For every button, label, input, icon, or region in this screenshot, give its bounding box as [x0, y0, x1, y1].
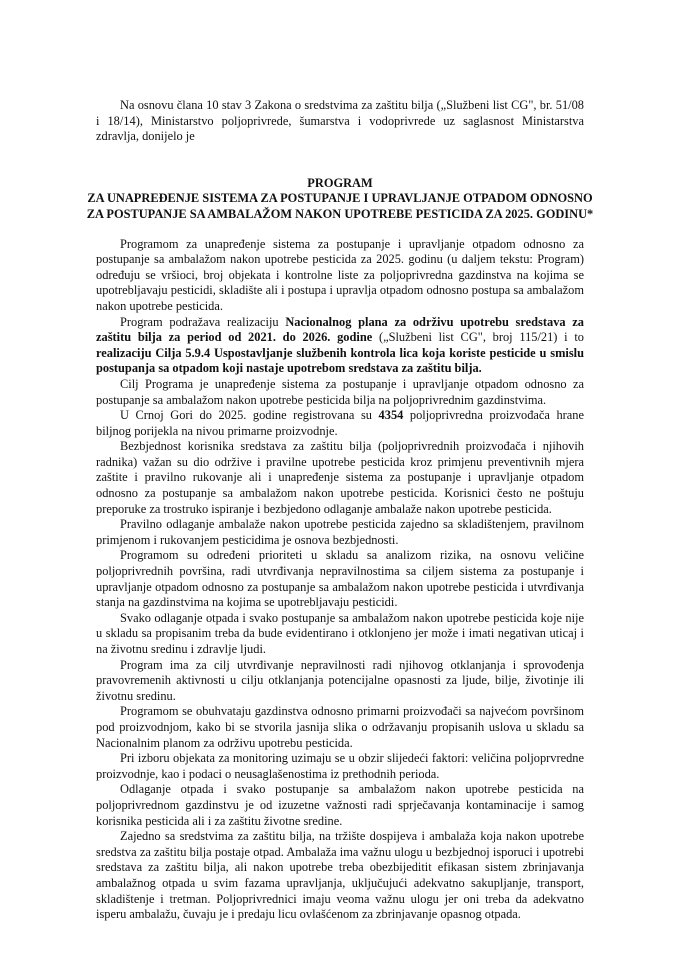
paragraph: Programom za unapređenje sistema za postupanje i upravljanje otpadom odnosno za postupanje sa ambalažom nakon upotrebe pesticida za 2025. godinu (u daljem tekstu: Program) određuju se vršioci, broj objekata i kontrolne liste za poljoprivredna gazdinstva na kojima se upotrebljavaju pesticidi, skladište ali i postupa i upravlja otpadom odnosno postupa sa ambalažom nakon upotrebe pesticida. [96, 236, 584, 313]
paragraph [96, 315, 584, 377]
paragraph: Pri izboru objekata za monitoring uzimaju se u obzir slijedeći faktori: veličina poljoprvredne proizvodnje, kao i podaci o neusaglašenostima iz prethodnih perioda. [96, 751, 584, 781]
paragraph: Bezbjednost korisnika sredstava za zaštitu bilja (poljoprivrednih proizvođača i njihovih radnika) važan su dio održive i pravilne upotrebe pesticida kroz primjenu preventivnih mjera zaštite i pravilno rukovanje ali i unapređenje sistema za postupanje i upravljanje otpadom odnosno za postupanje sa ambalažom nakon upotrebe pesticida. Korisnici često ne poštuju preporuke za trostruko ispiranje i bezbjedono odlaganje ambalaže nakon upotrebe pesticida. [96, 439, 584, 516]
paragraph: Programom su određeni prioriteti u skladu sa analizom rizika, na osnovu veličine poljoprivrednih površina, radi utvrđivanja nepravilnostima sa ciljem sistema za postupanje i upravljanje otpadom odnosno za postupanje sa ambalažom nakon upotrebe pesticida i utvrđivanja stanja na gazdinstvima na kojima se upotrebljavaju pesticidi. [96, 548, 584, 610]
title-program: PROGRAM [307, 175, 373, 190]
paragraph: Zajedno sa sredstvima za zaštitu bilja, na tržište dospijeva i ambalaža koja nakon upotrebe sredstva za zaštitu bilja postaje otpad. Ambalaža ima važnu ulogu u bezbjednoj isporuci i upotrebi sredstava za zaštitu bilja, ali nakon upotrebe treba obezbijeditit efikasan sistem zbrinjavanja ambalažnog otpada u svim fazama upravljanja, uključujući adekvatno sakupljanje, transport, skladištenje i tretman. Poljoprivrednici imaju veoma važnu ulogu jer oni treba da adekvatno isperu ambalažu, čuvaju je i predaju licu ovlašćenom za zbrinjavanje opasnog otpada. [96, 829, 584, 922]
text: („Službeni list CG", broj 115/21) i to [372, 330, 584, 345]
bold-text: realizaciju Cilja 5.9.4 Uspostavljanje službenih kontrola lica koja koriste pesticide u smislu postupanja sa otpadom koji nastaje upotrebom sredstava za zaštitu bilja. [96, 345, 584, 376]
paragraph: Cilj Programa je unapređenje sistema za postupanje i upravljanje otpadom odnosno za postupanje sa ambalažom nakon upotrebe pesticida bilja na poljoprivrednim gazdinstvima. [96, 376, 584, 407]
paragraph: Svako odlaganje otpada i svako postupanje sa ambalažom nakon upotrebe pesticida koje nije u skladu sa propisanim treba da bude evidentirano i otklonjeno jer može i imati negativan uticaj i na životnu sredinu i zdravlje ljudi. [96, 610, 584, 656]
paragraph [96, 408, 584, 439]
paragraph: Odlaganje otpada i svako postupanje sa ambalažom nakon upotrebe pesticida na poljoprivrednom gazdinstvu je od izuzetne važnosti radi sprječavanja kontaminacije i samog korisnika pesticida ali i za zaštitu životne sredine. [96, 782, 584, 828]
producer-count: 4354 [378, 408, 404, 423]
preamble: Na osnovu člana 10 stav 3 Zakona o sredstvima za zaštitu bilja („Službeni list CG", br. 51/08 i 18/14), Ministarstvo poljoprivrede, šumarstva i vodoprivrede uz saglasnost Ministarstva zdravlja, donijelo je [96, 98, 584, 144]
text: poljoprivredna proizvođača hrane biljnog porijekla na nivou primarne proizvodnje. [96, 408, 584, 438]
bold-text: Nacionalnog plana za održivu upotrebu sredstava za zaštitu bilja za period od 2021. do 2026. godine [96, 314, 584, 345]
text: Program podražava realizaciju [120, 314, 286, 329]
document-title [86, 176, 594, 223]
paragraph: Programom se obuhvataju gazdinstva odnosno primarni proizvođači sa najvećom površinom pod proizvodnjom, kako bi se stvorila jasnija slika o održavanju propisanih uslova u skladu sa Nacionalnim planom za održivu upotrebu pesticida. [96, 704, 584, 750]
text: U Crnoj Gori do 2025. godine registrovana su [120, 408, 379, 423]
paragraph: Pravilno odlaganje ambalaže nakon upotrebe pesticida zajedno sa skladištenjem, pravilnom primjenom i rukovanjem pesticidima je osnova bezbjednosti. [96, 517, 584, 547]
document-page [86, 98, 594, 923]
paragraph: Program ima za cilj utvrđivanje nepravilnosti radi njihovog otklanjanja i sprovođenja pravovremenih aktivnosti u cilju otklanjanja potencijalne opasnosti za ljude, bilje, životinje ili životnu sredinu. [96, 657, 584, 703]
title-subtitle: ZA UNAPREĐENJE SISTEMA ZA POSTUPANJE I UPRAVLJANJE OTPADOM ODNOSNO ZA POSTUPANJE SA AMBALAŽOM NAKON UPOTREBE PESTICIDA ZA 2025. GODINU* [86, 191, 594, 221]
